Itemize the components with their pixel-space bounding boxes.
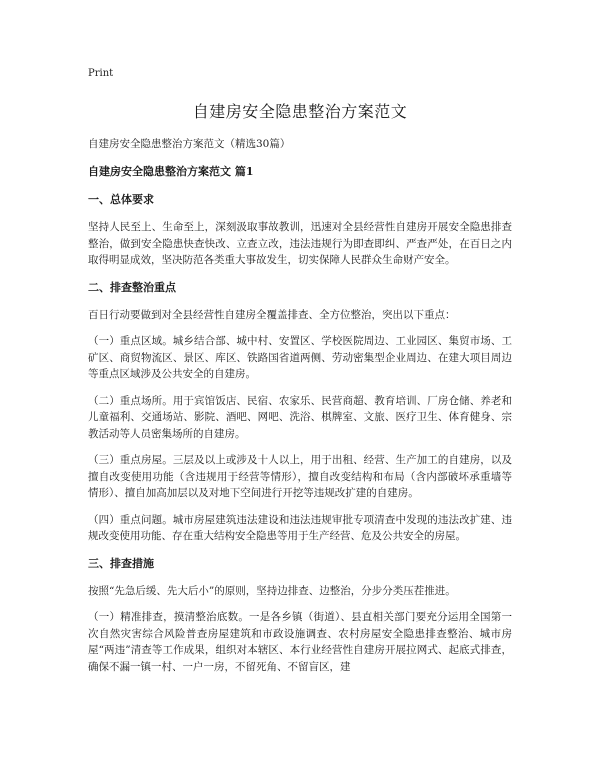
article-title: 自建房安全隐患整治方案范文 篇1 [88, 165, 254, 178]
document-page [88, 68, 512, 685]
paragraph: 坚持人民至上、生命至上，深刻汲取事故教训，迅速对全县经营性自建房开展安全隐患排查整治，做到安全隐患快查快改、立查立改，违法违规行为即查即纠、严查严处，在百日之内取得明显成效，坚决防范各类重大事故发生，切实保障人民群众生命财产安全。 [88, 221, 512, 266]
section-heading: 一、总体要求 [88, 193, 154, 206]
paragraph: （三）重点房屋。三层及以上或涉及十人以上，用于出租、经营、生产加工的自建房，以及擅自改变使用功能（含违规用于经营等情形），擅自改变结构和布局（含内部破坏承重墙等情形）、擅自加高加层以及对地下空间进行开挖等违规改扩建的自建房。 [88, 454, 512, 499]
paragraph: 百日行动要做到对全县经营性自建房全覆盖排查、全方位整治，突出以下重点： [88, 308, 456, 321]
document-title: 自建房安全隐患整治方案范文 [192, 102, 408, 121]
paragraph: （一）重点区域。城乡结合部、城中村、安置区、学校医院周边、工业园区、集贸市场、工矿区、商贸物流区、景区、库区、铁路国省道两侧、劳动密集型企业周边、在建大项目周边等重点区域涉及公共安全的自建房。 [88, 335, 512, 380]
paragraph: （四）重点问题。城市房屋建筑违法建设和违法违规审批专项清查中发现的违法改扩建、违规改变使用功能、存在重大结构安全隐患等用于生产经营、危及公共安全的房屋。 [88, 513, 512, 542]
section-heading: 三、排查措施 [88, 556, 154, 570]
document-subtitle: 自建房安全隐患整治方案范文（精选30篇） [88, 138, 291, 150]
paragraph: （一）精准排查，摸清整治底数。一是各乡镇（街道）、县直相关部门要充分运用全国第一次自然灾害综合风险普查房屋建筑和市政设施调查、农村房屋安全隐患排查整治、城市房屋“两违”清查等工作成果，组织对本辖区、本行业经营性自建房开展拉网式、起底式排查，确保不漏一镇一村、一户一房，不留死角、不留盲区，建 [88, 611, 512, 673]
paragraph: 按照“先急后缓、先大后小”的原则，坚持边排查、边整治，分步分类压茬推进。 [88, 584, 456, 597]
paragraph: （二）重点场所。用于宾馆饭店、民宿、农家乐、民营商超、教育培训、厂房仓储、养老和儿童福利、交通场站、影院、酒吧、网吧、洗浴、棋牌室、文旅、医疗卫生、体育健身、宗教活动等人员密集场所的自建房。 [88, 394, 512, 440]
print-label[interactable]: Print [88, 68, 114, 79]
section-heading: 二、排查整治重点 [88, 280, 176, 294]
